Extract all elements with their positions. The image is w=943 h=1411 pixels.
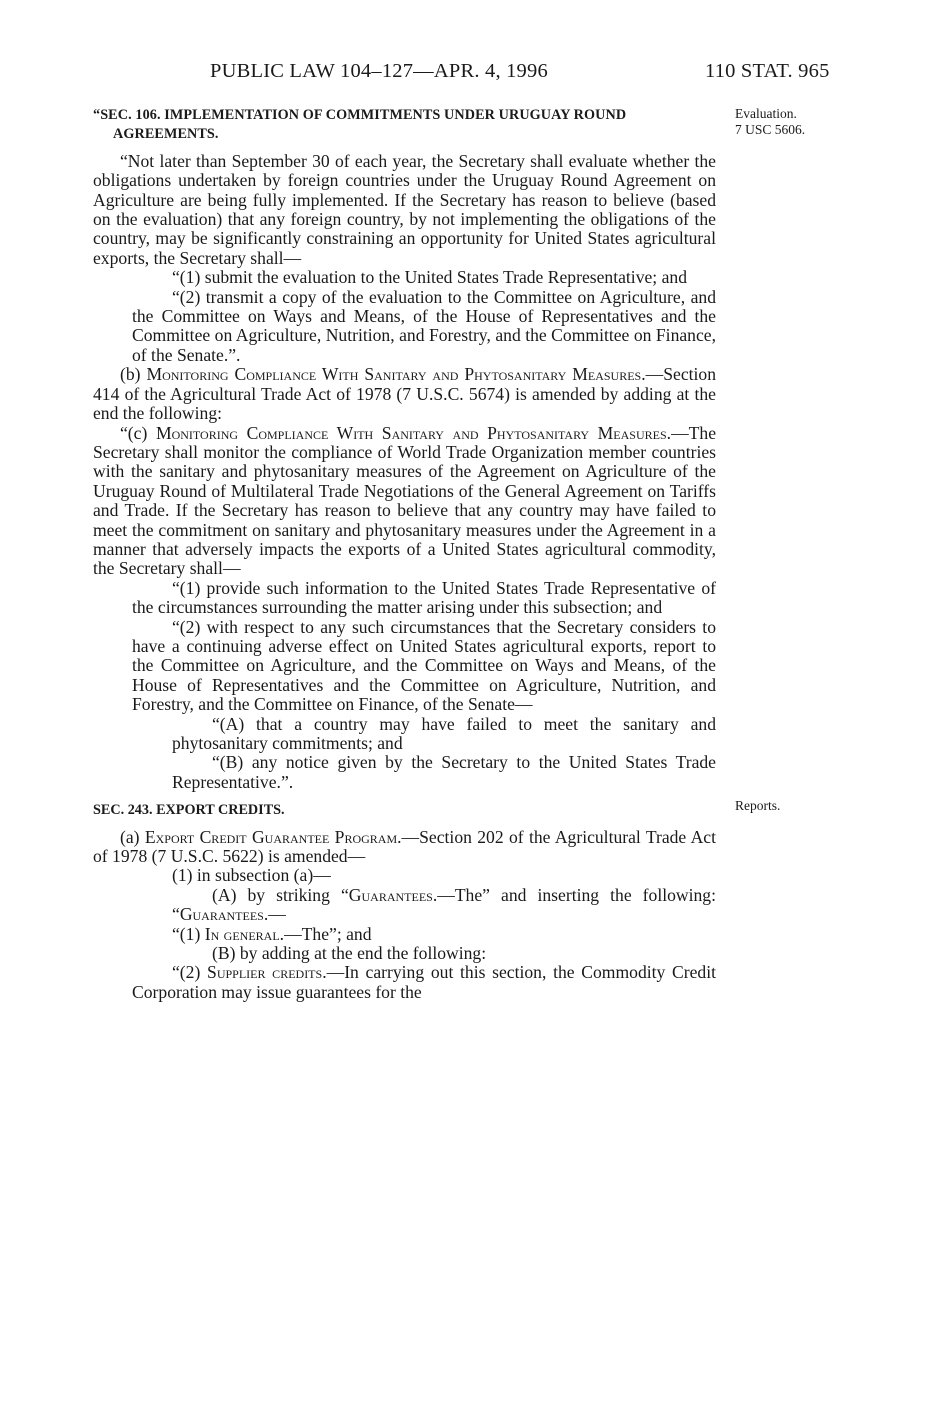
margin-note-reports: Reports. (735, 798, 781, 813)
margin-note-usc-cite: 7 USC 5606. (735, 121, 806, 137)
subsection-c-label: “(c) (120, 422, 156, 443)
amendment-1-B: (B) by adding at the end the following: (212, 943, 487, 964)
section-106-item-2: “(2) transmit a copy of the evaluation to the Committee on Agriculture, and the Committee on Ways and Means, of the House of Representatives and the Committee on Agriculture, Nutrition, and Forestry, and the Committee on Finance, of the Senate.”. (132, 286, 716, 365)
amendment-in-general-post: —The”; and (284, 923, 372, 944)
subsection-b-text: —Section 414 of the Agricultural Trade Act of 1978 (7 U.S.C. 5674) is amended by adding at the end the following: (93, 364, 716, 424)
amendment-in-general-pre: “(1) (172, 923, 205, 944)
subsection-c-item-b: “(B) any notice given by the Secretary to the United States Trade Representative.”. (172, 752, 716, 792)
running-head-stat-page: 110 STAT. 965 (705, 60, 830, 82)
supplier-credits-text: —In carrying out this section, the Commodity Credit Corporation may issue guarantees for the (132, 962, 716, 1002)
amendment-1-A-post: — (268, 904, 286, 925)
subsection-b-heading: Monitoring Compliance With Sanitary and Phytosanitary Measures. (146, 364, 646, 385)
section-243-a-heading: Export Credit Guarantee Program. (144, 826, 402, 847)
supplier-credits-pre: “(2) (172, 962, 208, 983)
running-head-title: PUBLIC LAW 104–127—APR. 4, 1996 (210, 60, 548, 82)
section-243-a-label: (a) (120, 826, 145, 847)
amendment-1-A-term-1: Guarantees. (348, 884, 438, 905)
section-243-heading: SEC. 243. EXPORT CREDITS. (93, 802, 285, 819)
amendment-in-general-term: In general. (204, 923, 285, 944)
amendment-1: (1) in subsection (a)— (172, 865, 331, 886)
amendment-1-A-term-2: Guarantees. (179, 904, 269, 925)
supplier-credits-term: Supplier credits. (207, 962, 327, 983)
amendment-1-A-mid: —The” and inserting the following: “ (172, 884, 716, 925)
section-106-intro: “Not later than September 30 of each year, the Secretary shall evaluate whether the obligations undertaken by foreign countries under the Uruguay Round Agreement on Agriculture are being fully implemented. If the Secretary has reason to believe (based on the evaluation) that any foreign country, by not implementing the obligations of the country, may be significantly constraining an opportunity for United States agricultural exports, the Secretary shall— (93, 150, 716, 268)
body-text (93, 106, 716, 1002)
subsection-b (93, 365, 716, 423)
amendment-1-A-pre: (A) by striking “ (212, 884, 349, 905)
amendment-in-general (93, 925, 716, 944)
subsection-c (93, 424, 716, 579)
subsection-b-label: (b) (120, 364, 147, 385)
section-243-a-text: —Section 202 of the Agricultural Trade Act of 1978 (7 U.S.C. 5622) is amended— (93, 826, 716, 867)
subsection-c-text: —The Secretary shall monitor the compliance of World Trade Organization member countries with the sanitary and phytosanitary measures of the Agreement on Agriculture of the Uruguay Round of Multilateral Trade Negotiations of the General Agreement on Tariffs and Trade. If the Secretary has reason to believe that any country may have failed to meet the commitment on sanitary and phytosanitary measures under the Agreement in a manner that adversely impacts the exports of a United States agricultural commodity, the Secretary shall— (93, 422, 717, 579)
section-106-item-1: “(1) submit the evaluation to the United States Trade Representative; and (172, 267, 687, 288)
margin-note-evaluation-label: Evaluation. (735, 106, 797, 121)
subsection-c-item-a: “(A) that a country may have failed to meet the sanitary and phytosanitary commitments; and (172, 713, 716, 753)
subsection-c-item-2: “(2) with respect to any such circumstances that the Secretary considers to have a continuing adverse effect on United States agricultural exports, report to the Committee on Agriculture, and the Committee on Ways and Means, of the House of Representatives and the Committee on Agriculture, Nutrition, and Forestry, and the Committee on Finance, of the Senate— (132, 616, 716, 715)
amendment-supplier-credits (93, 963, 716, 1002)
margin-note-evaluation (735, 106, 805, 137)
amendment-1-A (93, 886, 716, 925)
subsection-c-item-1: “(1) provide such information to the United States Trade Representative of the circumstances surrounding the matter arising under this subsection; and (132, 577, 716, 618)
section-243-subsection-a (93, 828, 716, 867)
subsection-c-heading: Monitoring Compliance With Sanitary and Phytosanitary Measures. (155, 422, 672, 443)
section-106-heading: “SEC. 106. IMPLEMENTATION OF COMMITMENTS UNDER URUGUAY ROUND AGREEMENTS. (93, 107, 627, 143)
running-head (0, 60, 943, 84)
